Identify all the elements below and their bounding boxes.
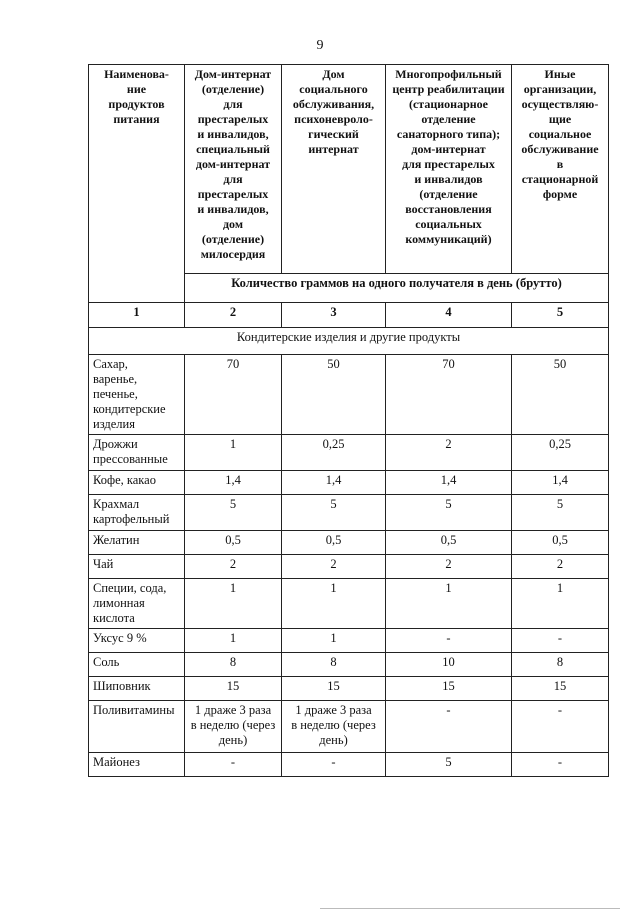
value-cell: -	[386, 701, 512, 753]
value-cell: 1 драже 3 раза в неделю (через день)	[282, 701, 386, 753]
value-cell: 1	[185, 435, 282, 471]
product-name-cell: Сахар, варенье, печенье, кондитерские изделия	[89, 355, 185, 435]
value-cell: 15	[386, 677, 512, 701]
table-row	[89, 471, 609, 495]
value-cell: 1,4	[282, 471, 386, 495]
value-cell: 0,5	[386, 531, 512, 555]
section-row	[89, 328, 609, 355]
value-cell: 10	[386, 653, 512, 677]
unit-caption: Количество граммов на одного получателя в день (брутто)	[185, 274, 609, 303]
table-row	[89, 653, 609, 677]
header-col-4: Многопрофильный центр реабилитации (стационарное отделение санаторного типа); дом-интернат для престарелых и инвалидов (отделение восстановления социальных коммуникаций)	[386, 65, 512, 274]
table-row	[89, 355, 609, 435]
value-cell: -	[512, 629, 609, 653]
value-cell: 1	[185, 579, 282, 629]
value-cell: 1	[185, 629, 282, 653]
value-cell: 15	[512, 677, 609, 701]
header-row	[89, 65, 609, 274]
column-numbers-row	[89, 303, 609, 328]
value-cell: 1	[282, 579, 386, 629]
value-cell: 1	[282, 629, 386, 653]
table-row	[89, 579, 609, 629]
product-name-cell: Чай	[89, 555, 185, 579]
value-cell: 0,5	[185, 531, 282, 555]
value-cell: 1	[512, 579, 609, 629]
value-cell: 2	[512, 555, 609, 579]
column-number: 2	[185, 303, 282, 328]
table-row	[89, 435, 609, 471]
table-row	[89, 677, 609, 701]
value-cell: -	[185, 753, 282, 777]
value-cell: 0,25	[282, 435, 386, 471]
product-name-cell: Дрожжи прессованные	[89, 435, 185, 471]
table-row	[89, 531, 609, 555]
product-name-cell: Крахмал картофельный	[89, 495, 185, 531]
value-cell: -	[386, 629, 512, 653]
value-cell: 5	[386, 495, 512, 531]
value-cell: 50	[512, 355, 609, 435]
column-number: 1	[89, 303, 185, 328]
value-cell: 5	[386, 753, 512, 777]
value-cell: 8	[282, 653, 386, 677]
value-cell: 0,25	[512, 435, 609, 471]
value-cell: 2	[386, 555, 512, 579]
header-col-2: Дом-интернат (отделение) для престарелых и инвалидов, специальный дом-интернат для престарелых и инвалидов, дом (отделение) милосердия	[185, 65, 282, 274]
value-cell: 5	[512, 495, 609, 531]
header-product-name: Наименова- ние продуктов питания	[89, 65, 185, 303]
value-cell: -	[512, 701, 609, 753]
value-cell: 15	[282, 677, 386, 701]
table-row	[89, 555, 609, 579]
value-cell: 1 драже 3 раза в неделю (через день)	[185, 701, 282, 753]
food-norms-table	[88, 64, 609, 777]
value-cell: 8	[185, 653, 282, 677]
product-name-cell: Уксус 9 %	[89, 629, 185, 653]
value-cell: 70	[185, 355, 282, 435]
table-row	[89, 701, 609, 753]
value-cell: 1,4	[512, 471, 609, 495]
section-title: Кондитерские изделия и другие продукты	[89, 328, 609, 355]
table-body	[89, 328, 609, 777]
product-name-cell: Шиповник	[89, 677, 185, 701]
table-row	[89, 495, 609, 531]
product-name-cell: Желатин	[89, 531, 185, 555]
value-cell: 15	[185, 677, 282, 701]
value-cell: 2	[185, 555, 282, 579]
table-row	[89, 753, 609, 777]
product-name-cell: Поливитамины	[89, 701, 185, 753]
value-cell: 70	[386, 355, 512, 435]
footer-divider	[320, 908, 620, 909]
table-row	[89, 629, 609, 653]
value-cell: -	[512, 753, 609, 777]
value-cell: 5	[185, 495, 282, 531]
value-cell: 0,5	[512, 531, 609, 555]
header-col-5: Иные организации, осуществляю- щие социальное обслуживание в стационарной форме	[512, 65, 609, 274]
value-cell: 1,4	[185, 471, 282, 495]
column-number: 5	[512, 303, 609, 328]
value-cell: 50	[282, 355, 386, 435]
product-name-cell: Кофе, какао	[89, 471, 185, 495]
product-name-cell: Майонез	[89, 753, 185, 777]
column-number: 3	[282, 303, 386, 328]
column-number: 4	[386, 303, 512, 328]
value-cell: 8	[512, 653, 609, 677]
product-name-cell: Соль	[89, 653, 185, 677]
value-cell: 2	[386, 435, 512, 471]
value-cell: 1,4	[386, 471, 512, 495]
value-cell: -	[282, 753, 386, 777]
page-number: 9	[316, 38, 324, 53]
value-cell: 0,5	[282, 531, 386, 555]
header-col-3: Дом социального обслуживания, психоневроло- гический интернат	[282, 65, 386, 274]
product-name-cell: Специи, сода, лимонная кислота	[89, 579, 185, 629]
value-cell: 1	[386, 579, 512, 629]
value-cell: 2	[282, 555, 386, 579]
value-cell: 5	[282, 495, 386, 531]
